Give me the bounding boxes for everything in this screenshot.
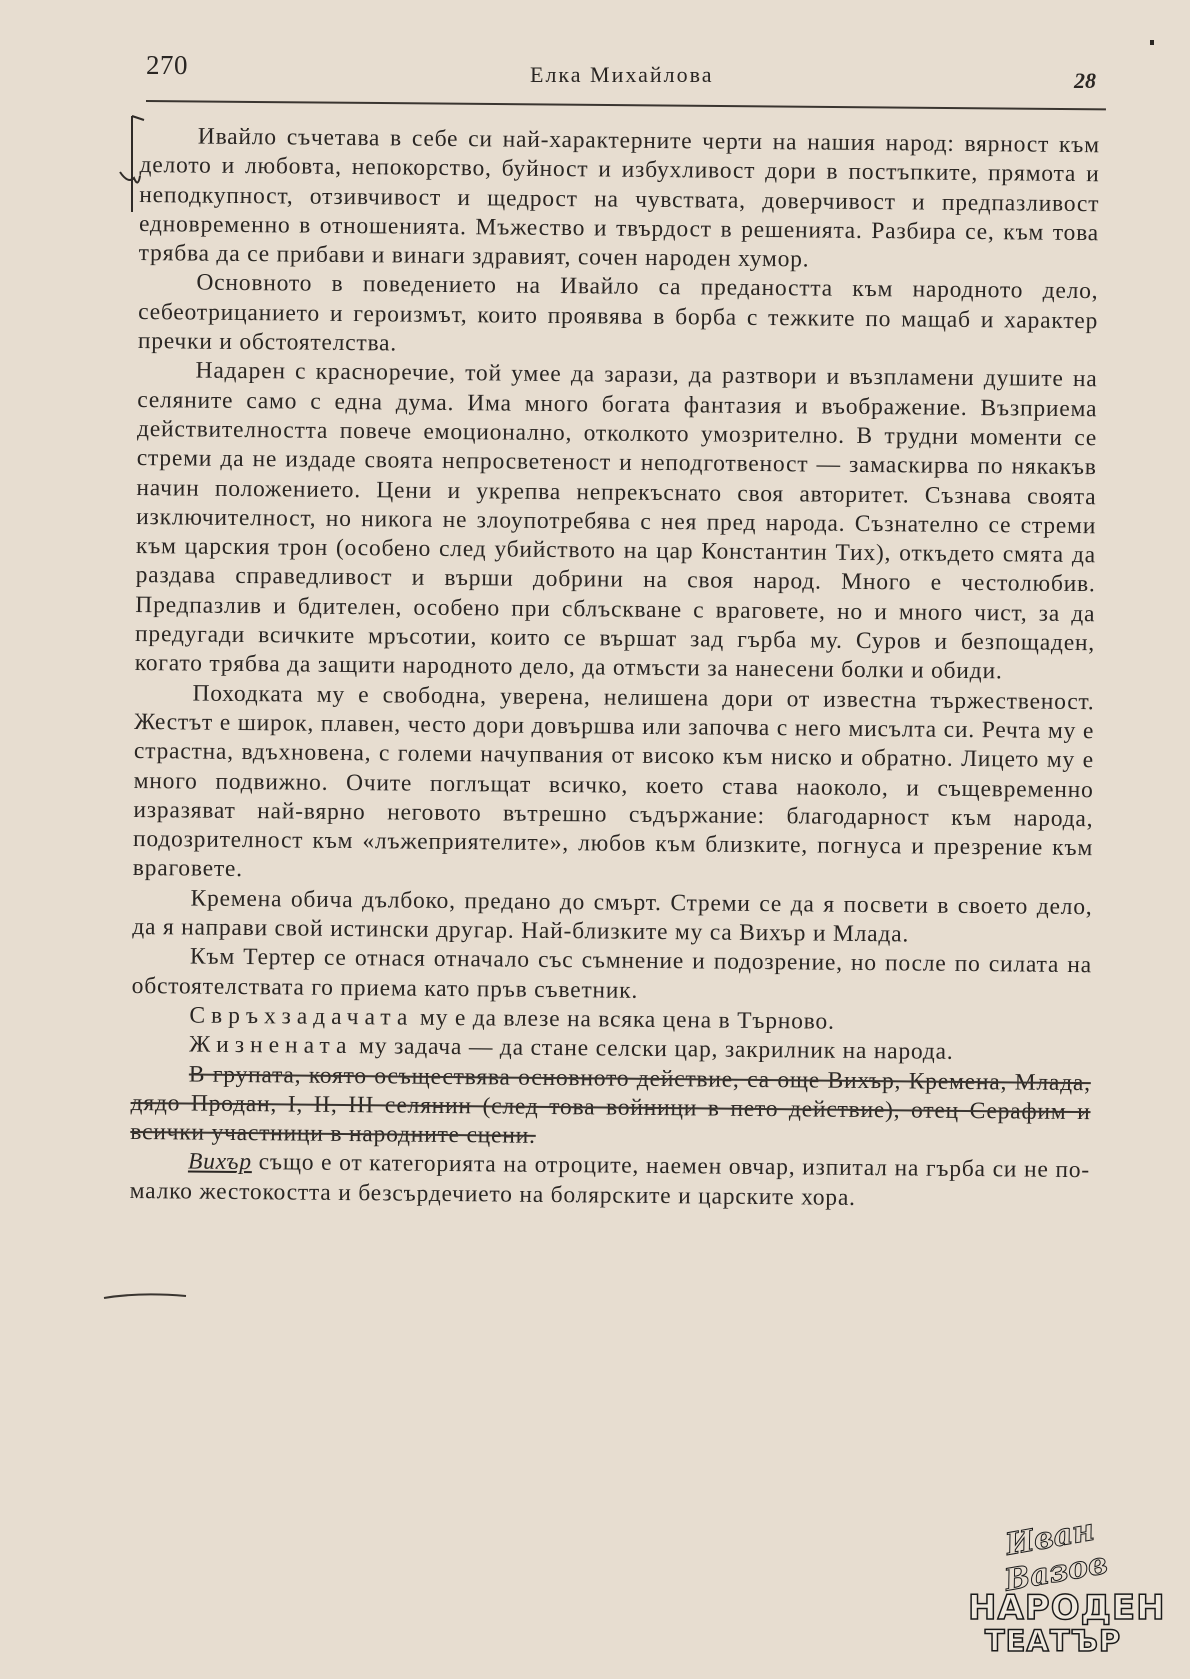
pen-arrow-mark [100, 1290, 190, 1330]
paragraph: Надарен с красноречие, той умее да зарази, да разтвори и възпламени душите на селяните само с една дума. Има много богата фантазия и въображение. Възприема действителността повече емоционално, отколкото умозрително. В трудни моменти се стреми да не издаде своята непросветеност и неподготвеност — замаскирва по някакъв начин положението. Цени и укрепва непрекъснато своя авторитет. Съзнава своята изключителност, но никога не злоупотребява с нея пред народа. Съзнателно се стреми към царския трон (особено след убийството на цар Константин Тих), откъдето смята да раздава справедливост и върши добрини на своя народ. Много е честолюбив. Предпазлив и бдителен, особено при сблъскване с враговете, но и много чист, за да предугади всичките мръсотии, които се вършат зад гърба му. Суров и безпощаден, когато трябва да защити народното дело, да отмъсти за нанесени болки и обиди. [134, 357, 1098, 685]
paragraph: Към Тертер се отнася отначало със съмнение и подозрение, но после по силата на обстоятелствата го приема като пръв съветник. [131, 943, 1093, 1004]
last-paragraph-text: също е от категорията на отроците, наемен овчар, изпитал на гърба си не по-малко жестокостта и безсърдечието на болярските и царските хора. [129, 1149, 1091, 1211]
paragraph: Ивайло съчетава в себе си най-характерните черти на нашия народ: вярност към делото и любовта, непокорство, буйност и избухливост дори в постъпките, прямота и неподкупност, отзивчивост и щедрост на чувствата, доверчивост и предпазливост едновременно в отношенията. Мъжество и твърдост в решенията. Разбира се, към това трябва да се прибави и винаги здравият, сочен народен хумор. [138, 123, 1100, 273]
body-text [130, 122, 1100, 1215]
stamp-line-1: НАРОДЕН [968, 1588, 1166, 1628]
life-task-term: Жизнената [189, 1031, 353, 1060]
handwritten-page-number: 28 [1074, 68, 1096, 93]
national-theatre-stamp [968, 1512, 1166, 1658]
stamp-line-2: ТЕАТЪР [984, 1624, 1122, 1658]
life-task-text: му задача — да стане селски цар, закрилник на народа. [352, 1033, 954, 1066]
running-title: Елка Михайлова [530, 62, 714, 87]
last-paragraph [130, 1147, 1091, 1215]
paragraph: Основното в поведението на Ивайло са предаността към народното дело, себеотрицанието и героизмът, които проявява в борба с тежките по мащаб и характер пречки и обстоятелства. [137, 270, 1099, 357]
page-number: 270 [146, 50, 188, 80]
ink-dot [1150, 40, 1154, 45]
page-header [146, 48, 1106, 108]
paragraph: Походката му е свободна, уверена, нелишена дори от известна тържественост. Жестът е широк, плавен, често дори довършва или започва с него мисълта си. Речта му е страстна, вдъхновена, с големи начупвания от високо към ниско и обратно. Лицето му е много подвижно. Очите поглъщат всичко, което става наоколо, и същевременно изразяват най-вярно неговото вътрешно съдържание: благодарност към народа, подозрителност към «лъжеприятелите», любов към близките, погнуса и презрение към враговете. [132, 680, 1095, 883]
character-name-underlined: Вихър [187, 1148, 253, 1176]
paragraph: Кремена обича дълбоко, предано до смърт. Стреми се да я посвети в своето дело, да я направи свой истински другар. Най-близките му са Вихър и Млада. [132, 885, 1093, 948]
header-rule [146, 100, 1106, 110]
superobjective-text: му е да влезе на всяка цена в Търново. [413, 1004, 835, 1035]
struck-out-paragraph: В групата, която осъществява основното действие, са още Вихър, Кремена, Млада, дядо Продан, I, II, III селянин (след това войници в пето действие), отец Серафим и всички участници в народните сцени. [130, 1061, 1091, 1149]
superobjective-term: Свръхзадачата [189, 1002, 414, 1031]
stamp-script-signature: Иван Вазов [1001, 1512, 1111, 1599]
